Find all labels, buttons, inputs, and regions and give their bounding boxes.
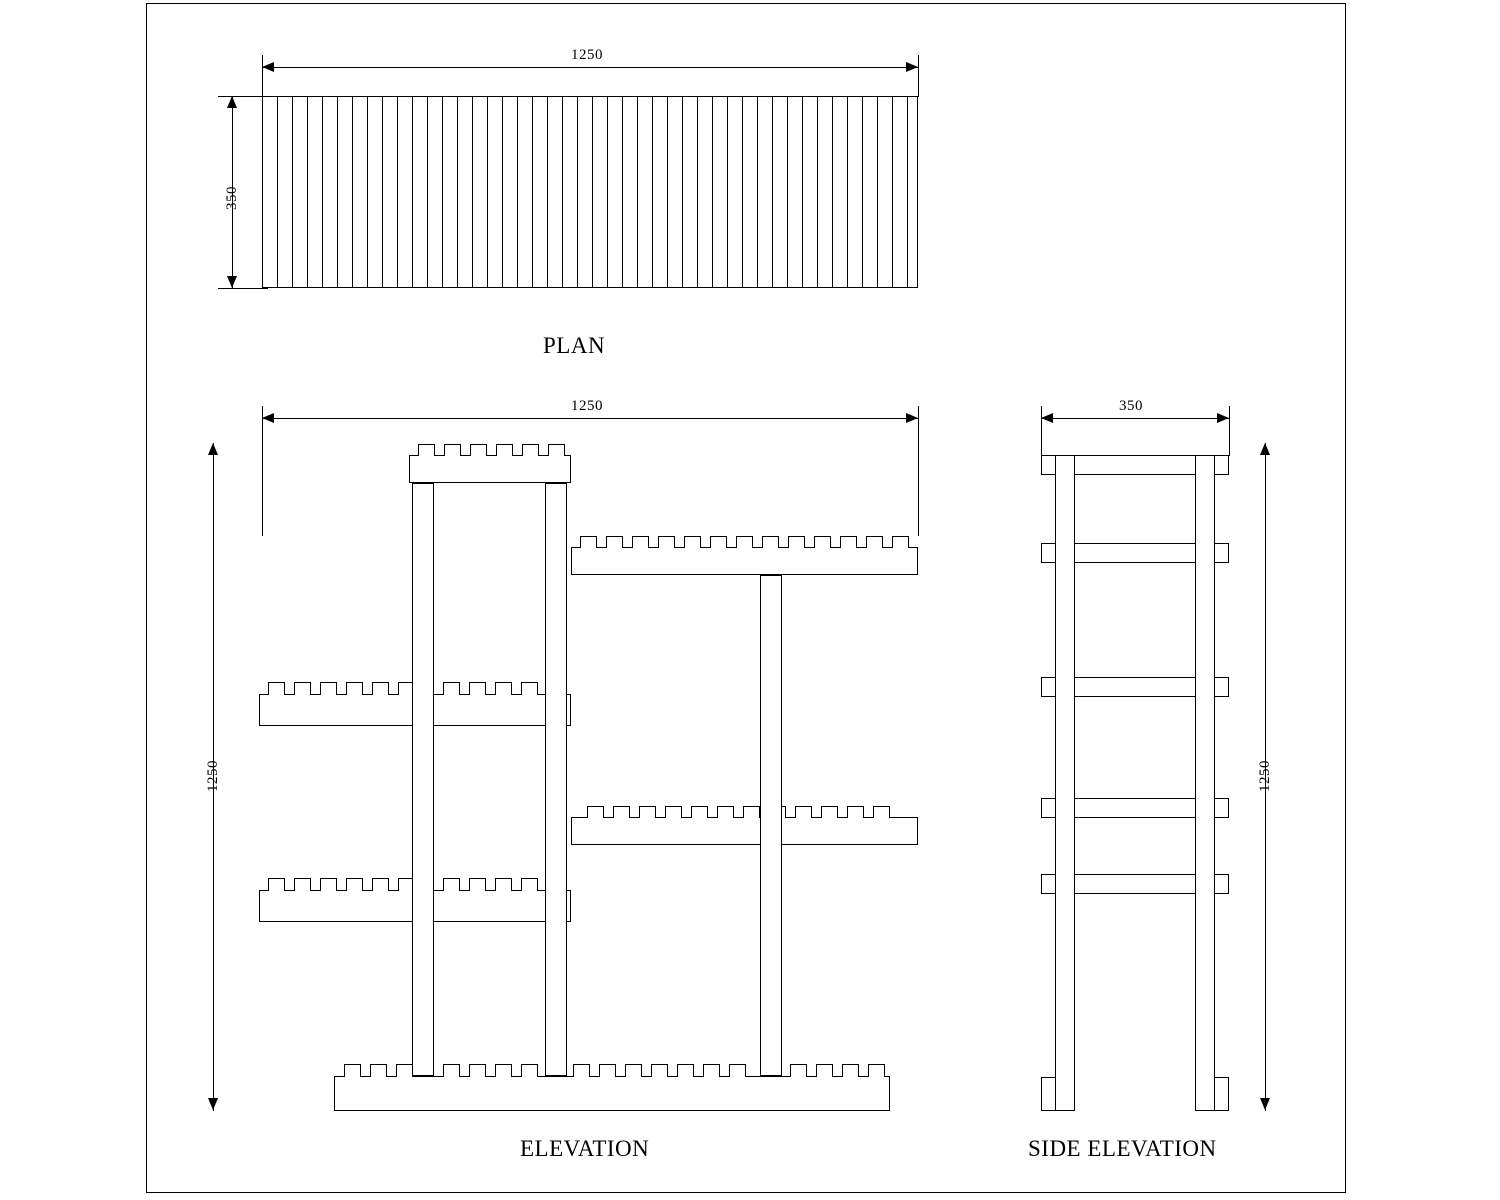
side-height-arrow-bottom [1259,1098,1271,1112]
elev-dim-ext-right [918,406,919,536]
plan-width-dimension-text: 1250 [571,47,603,63]
plan-depth-arrow-top [226,96,238,110]
side-height-arrow-top [1259,443,1271,457]
plan-width-arrow-right [906,61,920,73]
elev-post-right [760,575,782,1076]
plan-outline [262,96,918,288]
side-width-arrow-left [1041,412,1055,424]
side-post-left [1055,455,1075,1111]
elev-shelf-right-upper [571,547,918,575]
elev-post-center [545,483,567,1076]
side-width-dimension-line [1041,418,1229,419]
elevation-view-label: ELEVATION [520,1136,650,1161]
plan-depth-dimension-text: 350 [224,186,240,210]
elev-base-plank [334,1076,890,1111]
plan-width-dimension-line [262,67,918,68]
elev-width-dimension-text: 1250 [571,398,603,414]
elev-width-arrow-right [906,412,920,424]
side-elevation-view-label: SIDE ELEVATION [1028,1136,1217,1161]
elev-dim-ext-left [262,406,263,536]
elev-shelf-top-center [409,455,571,483]
plan-view-label: PLAN [543,333,606,358]
elev-width-arrow-left [262,412,276,424]
elev-post-left [412,483,434,1076]
elev-height-arrow-top [207,443,219,457]
plan-width-arrow-left [262,61,276,73]
elev-height-dimension-text: 1250 [205,760,221,792]
elev-width-dimension-line [262,418,918,419]
side-width-dimension-text: 350 [1119,398,1143,414]
side-post-right [1195,455,1215,1111]
elev-height-arrow-bottom [207,1098,219,1112]
plan-depth-arrow-bottom [226,276,238,290]
elev-shelf-right-lower [571,817,918,845]
side-height-dimension-text: 1250 [1257,760,1273,792]
side-width-arrow-right [1217,412,1231,424]
